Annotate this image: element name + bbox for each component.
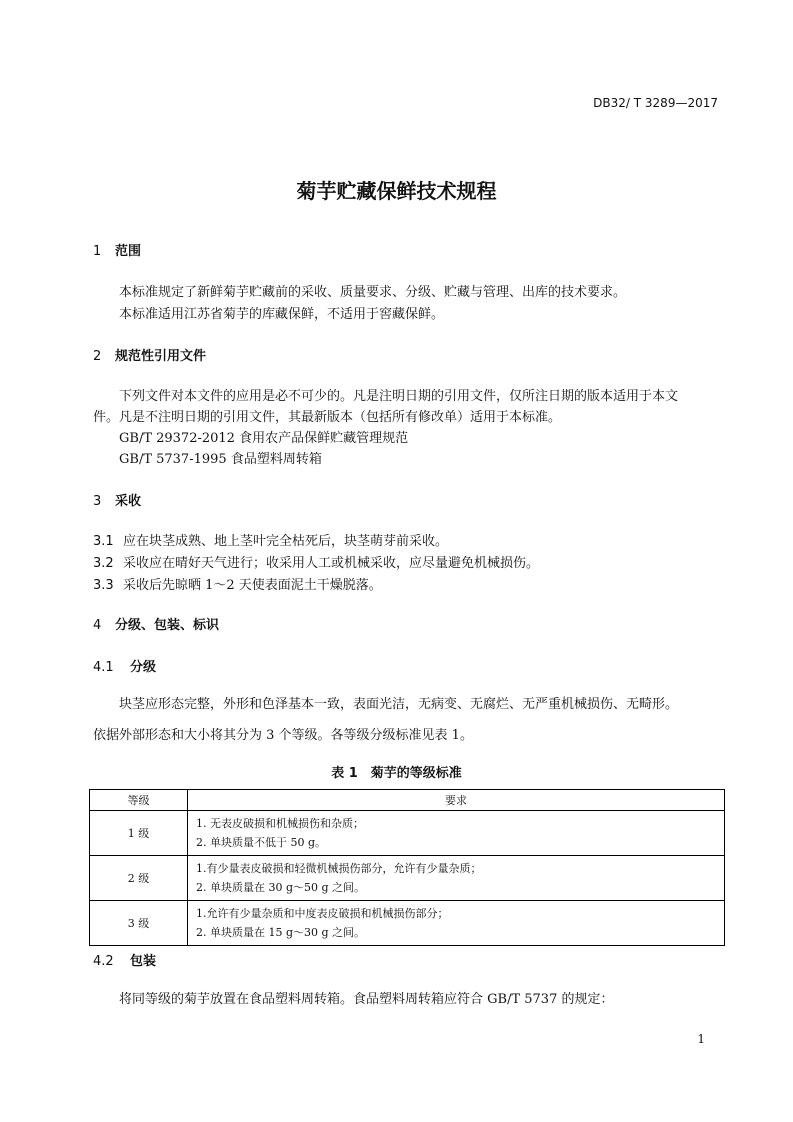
section-title: 采收 — [115, 494, 142, 509]
grade-cell: 1 级 — [90, 811, 188, 856]
requirement-line: 1.允许有少量杂质和中度表皮破损和机械损伤部分； — [196, 907, 449, 920]
grading-paragraph-line-1: 块茎应形态完整，外形和色泽基本一致，表面光洁，无病变、无腐烂、无严重机械损伤、无畸形。 — [119, 697, 679, 712]
section-4-2-heading — [93, 950, 156, 969]
section-3-heading — [93, 490, 141, 509]
column-header-grade: 等级 — [90, 790, 188, 811]
packaging-paragraph: 将同等级的菊芋放置在食品塑料周转箱。食品塑料周转箱应符合 GB/T 5737 的规定： — [119, 992, 614, 1007]
section-number: 2 — [93, 349, 102, 364]
table-row — [90, 901, 725, 946]
requirement-line: 2. 单块质量在 15 g～30 g 之间。 — [196, 926, 366, 939]
grade-cell: 3 级 — [90, 901, 188, 946]
grade-cell: 2 级 — [90, 856, 188, 901]
section-title: 分级 — [130, 660, 157, 675]
clause-3-3 — [93, 574, 382, 593]
references-intro-line-1: 下列文件对本文件的应用是必不可少的。凡是注明日期的引用文件，仅所注日期的版本适用于本文 — [119, 389, 679, 404]
requirement-line: 1.有少量表皮破损和轻微机械损伤部分，允许有少量杂质； — [196, 862, 482, 875]
table-header-row — [90, 790, 725, 811]
section-1-heading — [93, 240, 141, 259]
requirement-cell — [188, 901, 725, 946]
table-row — [90, 856, 725, 901]
section-4-heading — [93, 614, 219, 633]
reference-item: GB/T 29372-2012 食用农产品保鲜贮藏管理规范 — [119, 431, 409, 446]
clause-3-1 — [93, 530, 448, 549]
references-intro-line-2: 件。凡是不注明日期的引用文件，其最新版本（包括所有修改单）适用于本标准。 — [93, 410, 562, 425]
clause-number: 3.1 — [93, 534, 114, 549]
grade-standard-table — [89, 789, 725, 946]
document-title: 菊芋贮藏保鲜技术规程 — [296, 179, 497, 203]
clause-text: 采收后先晾晒 1～2 天使表面泥土干燥脱落。 — [123, 578, 382, 593]
clause-number: 3.2 — [93, 556, 114, 571]
clause-text: 应在块茎成熟、地上茎叶完全枯死后，块茎萌芽前采收。 — [123, 534, 449, 549]
clause-text: 采收应在晴好天气进行；收采用人工或机械采收，应尽量避免机械损伤。 — [123, 556, 540, 571]
clause-number: 3.3 — [93, 578, 114, 593]
section-2-heading — [93, 345, 206, 364]
requirement-cell — [188, 856, 725, 901]
page-number: 1 — [697, 1032, 705, 1046]
requirement-line: 2. 单块质量不低于 50 g。 — [196, 836, 327, 849]
scope-paragraph-2: 本标准适用江苏省菊芋的库藏保鲜，不适用于窖藏保鲜。 — [119, 307, 445, 322]
requirement-line: 2. 单块质量在 30 g～50 g 之间。 — [196, 881, 366, 894]
section-number: 4.1 — [93, 660, 114, 675]
section-4-1-heading — [93, 656, 156, 675]
requirement-cell — [188, 811, 725, 856]
section-number: 4 — [93, 618, 102, 633]
reference-item: GB/T 5737-1995 食品塑料周转箱 — [119, 452, 322, 467]
grading-paragraph-line-2: 依据外部形态和大小将其分为 3 个等级。各等级分级标准见表 1。 — [93, 728, 473, 743]
section-title: 分级、包装、标识 — [115, 618, 220, 633]
section-number: 4.2 — [93, 954, 114, 969]
section-title: 规范性引用文件 — [115, 349, 207, 364]
standard-code: DB32/ T 3289—2017 — [593, 96, 718, 110]
table-caption: 表 1 菊芋的等级标准 — [331, 766, 462, 781]
section-title: 范围 — [115, 244, 142, 259]
section-title: 包装 — [130, 954, 157, 969]
requirement-line: 1. 无表皮破损和机械损伤和杂质； — [196, 817, 364, 830]
section-number: 3 — [93, 494, 102, 509]
scope-paragraph-1: 本标准规定了新鲜菊芋贮藏前的采收、质量要求、分级、贮藏与管理、出库的技术要求。 — [119, 285, 627, 300]
table-row — [90, 811, 725, 856]
column-header-requirements: 要求 — [188, 790, 725, 811]
section-number: 1 — [93, 244, 102, 259]
clause-3-2 — [93, 552, 539, 571]
